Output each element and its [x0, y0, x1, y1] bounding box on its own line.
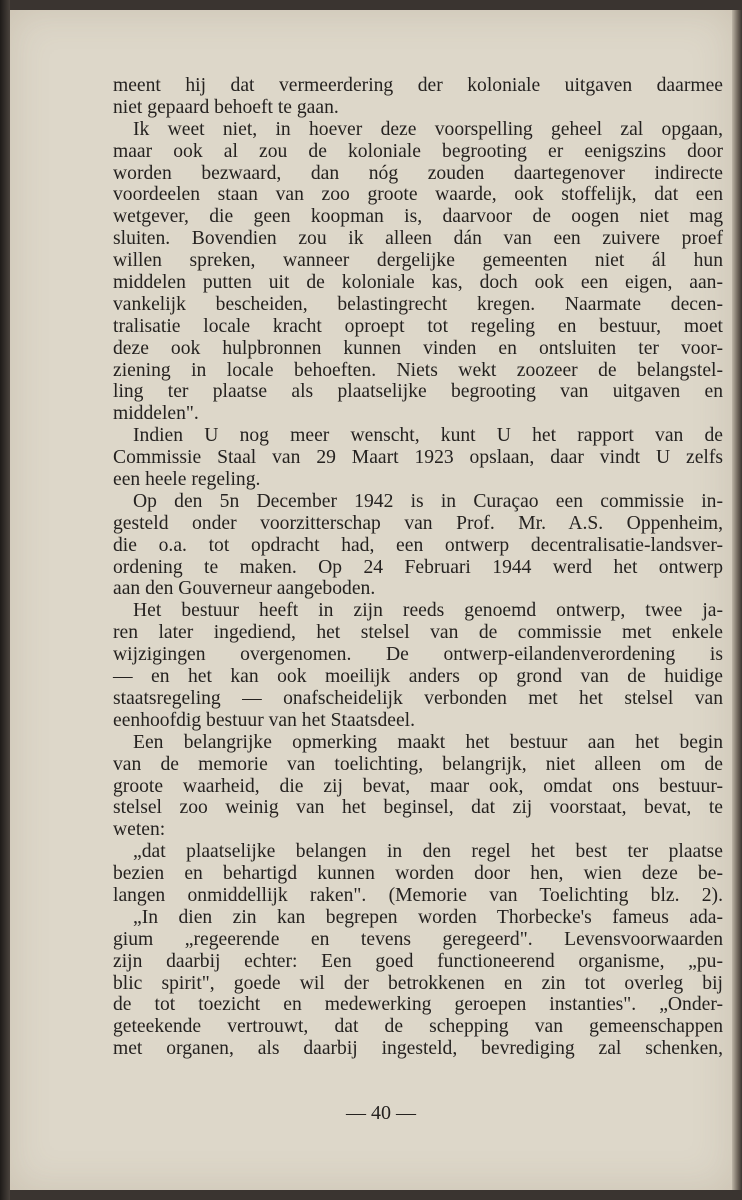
text-line: Op den 5n December 1942 is in Curaçao een commissie in- — [133, 490, 723, 512]
text-line: Een belangrijke opmerking maakt het bestuur aan het begin — [133, 731, 723, 753]
text-line: de tot toezicht en medewerking geroepen instanties". „Onder- — [113, 994, 723, 1016]
page-number: — 40 — — [346, 1102, 416, 1124]
text-line: Het bestuur heeft in zijn reeds genoemd ontwerp, twee ja- — [133, 600, 723, 622]
text-line: meent hij dat vermeerdering der koloniale uitgaven daarmee — [113, 75, 723, 96]
text-line: groote waarheid, die zij bevat, maar ook, omdat ons bestuur- — [113, 775, 723, 797]
text-line: weten: — [113, 819, 166, 841]
text-line: Indien U nog meer wenscht, kunt U het rapport van de — [133, 425, 723, 447]
right-page-edge — [732, 10, 742, 1190]
text-line: „dat plaatselijke belangen in den regel het best ter plaatse — [133, 841, 723, 863]
left-binding-edge — [0, 0, 10, 1200]
text-line: met organen, als daarbij ingesteld, bevrediging zal schenken, — [113, 1038, 723, 1060]
body-text — [113, 75, 723, 1060]
text-line: gesteld onder voorzitterschap van Prof. Mr. A.S. Oppenheim, — [113, 512, 723, 534]
text-line: middelen". — [113, 403, 199, 425]
text-line: vankelijk bescheiden, belastingrecht kregen. Naarmate decen- — [113, 293, 723, 315]
text-line: worden bezwaard, dan nóg zouden daartegenover indirecte — [113, 162, 723, 184]
text-line: bezien en behartigd kunnen worden door hen, wien deze be- — [113, 863, 723, 885]
text-line: eenhoofdig bestuur van het Staatsdeel. — [113, 709, 415, 731]
text-line: Commissie Staal van 29 Maart 1923 opslaan, daar vindt U zelfs — [113, 447, 723, 469]
text-line: tralisatie locale kracht oproept tot regeling en bestuur, moet — [113, 315, 723, 337]
text-line: aan den Gouverneur aangeboden. — [113, 578, 376, 600]
text-line: van de memorie van toelichting, belangrijk, niet alleen om de — [113, 753, 723, 775]
text-line: ordening te maken. Op 24 Februari 1944 werd het ontwerp — [113, 556, 723, 578]
text-line: middelen putten uit de koloniale kas, doch ook een eigen, aan- — [113, 272, 723, 294]
text-line: een heele regeling. — [113, 469, 261, 491]
text-line: willen spreken, wanneer dergelijke gemeenten niet ál hun — [113, 250, 723, 272]
text-line: gium „regeerende en tevens geregeerd". Levensvoorwaarden — [113, 928, 723, 950]
text-line: wijzigingen overgenomen. De ontwerp-eilandenverordening is — [113, 644, 723, 666]
text-line: „In dien zin kan begrepen worden Thorbecke's fameus ada- — [133, 906, 723, 928]
text-line: voordeelen staan van zoo groote waarde, ook stoffelijk, dat een — [113, 184, 723, 206]
text-line: ziening in locale behoeften. Niets wekt zoozeer de belangstel- — [113, 359, 723, 381]
text-line: staatsregeling — onafscheidelijk verbonden met het stelsel van — [113, 687, 723, 709]
text-line: Ik weet niet, in hoever deze voorspelling geheel zal opgaan, — [133, 118, 723, 140]
text-line: deze ook hulpbronnen kunnen vinden en ontsluiten ter voor- — [113, 337, 723, 359]
text-line: blic spirit", goede wil der betrokkenen en zin tot overleg bij — [113, 972, 723, 994]
text-line: stelsel zoo weinig van het beginsel, dat zij voorstaat, bevat, te — [113, 797, 723, 819]
text-line: niet gepaard behoeft te gaan. — [113, 96, 339, 118]
text-line: sluiten. Bovendien zou ik alleen dán van een zuivere proef — [113, 228, 723, 250]
text-line: zijn daarbij echter: Een goed functioneerend organisme, „pu- — [113, 950, 723, 972]
text-line: ren later ingediend, het stelsel van de commissie met enkele — [113, 622, 723, 644]
text-line: ling ter plaatse als plaatselijke begrooting van uitgaven en — [113, 381, 723, 403]
text-line: die o.a. tot opdracht had, een ontwerp decentralisatie-landsver- — [113, 534, 723, 556]
text-line: geteekende vertrouwt, dat de schepping van gemeenschappen — [113, 1016, 723, 1038]
text-line: langen onmiddellijk raken". (Memorie van Toelichting blz. 2). — [113, 884, 723, 906]
text-line: — en het kan ook moeilijk anders op grond van de huidige — [113, 666, 723, 688]
text-line: maar ook al zou de koloniale begrooting er eenigszins door — [113, 140, 723, 162]
text-line: wetgever, die geen koopman is, daarvoor de oogen niet mag — [113, 206, 723, 228]
